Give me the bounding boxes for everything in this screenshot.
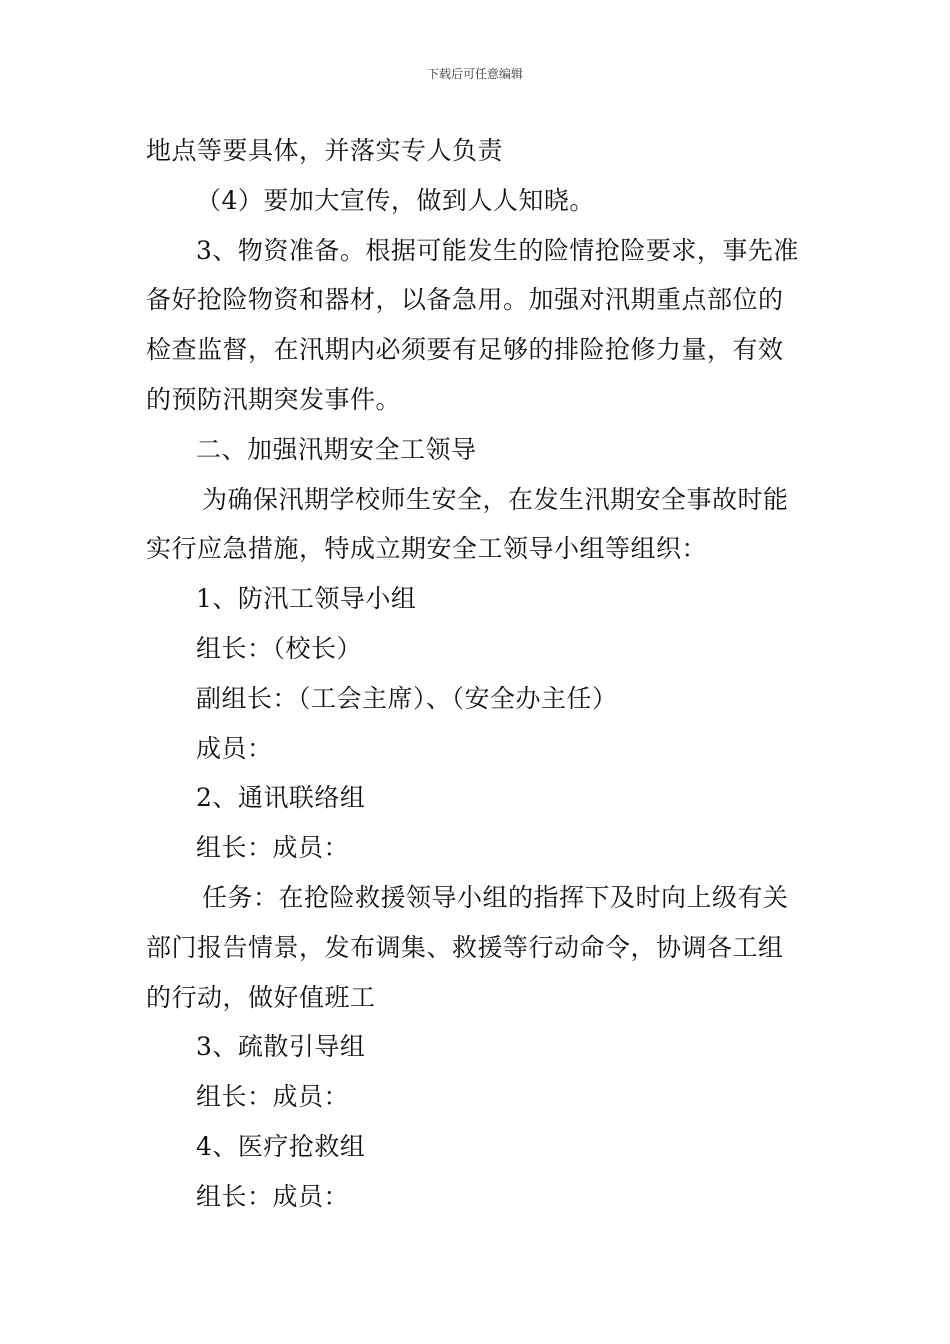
text-line: 检查监督，在汛期内必须要有足够的排险抢修力量，有效: [146, 335, 784, 365]
text-line: 地点等要具体，并落实专人负责: [146, 136, 504, 165]
text-line: 3、物资准备。根据可能发生的险情抢险要求，事先准: [196, 235, 799, 265]
page-header: 下载后可任意编辑: [426, 67, 523, 81]
text-line: 组长：成员：: [196, 1082, 350, 1112]
text-line: 组长：（校长）: [196, 633, 363, 663]
text-line: 备好抢险物资和器材，以备急用。加强对汛期重点部位的: [146, 285, 784, 315]
document-body: [146, 126, 814, 1222]
text-line: 任务：在抢险救援领导小组的指挥下及时向上级有关: [202, 882, 789, 912]
text-line: （4）要加大宣传，做到人人知晓。: [196, 185, 595, 215]
text-line: 部门报告情景，发布调集、救援等行动命令，协调各工组: [146, 932, 784, 962]
text-line: 为确保汛期学校师生安全，在发生汛期安全事故时能: [202, 484, 789, 514]
subsection-heading: 2、通讯联络组: [196, 783, 366, 813]
text-line: 副组长：（工会主席）、（安全办主任）: [196, 683, 618, 713]
text-line: 实行应急措施，特成立期安全工领导小组等组织：: [146, 534, 708, 564]
text-line: 组长：成员：: [196, 1181, 350, 1211]
subsection-heading: 3、疏散引导组: [196, 1032, 366, 1062]
section-heading: 二、加强汛期安全工领导: [196, 434, 477, 464]
text-line: 的预防汛期突发事件。: [146, 384, 402, 414]
subsection-heading: 4、医疗抢救组: [196, 1131, 366, 1161]
text-line: 成员：: [196, 733, 273, 763]
text-line: 的行动，做好值班工: [146, 982, 376, 1012]
subsection-heading: 1、防汛工领导小组: [196, 584, 417, 614]
text-line: 组长：成员：: [196, 833, 350, 863]
